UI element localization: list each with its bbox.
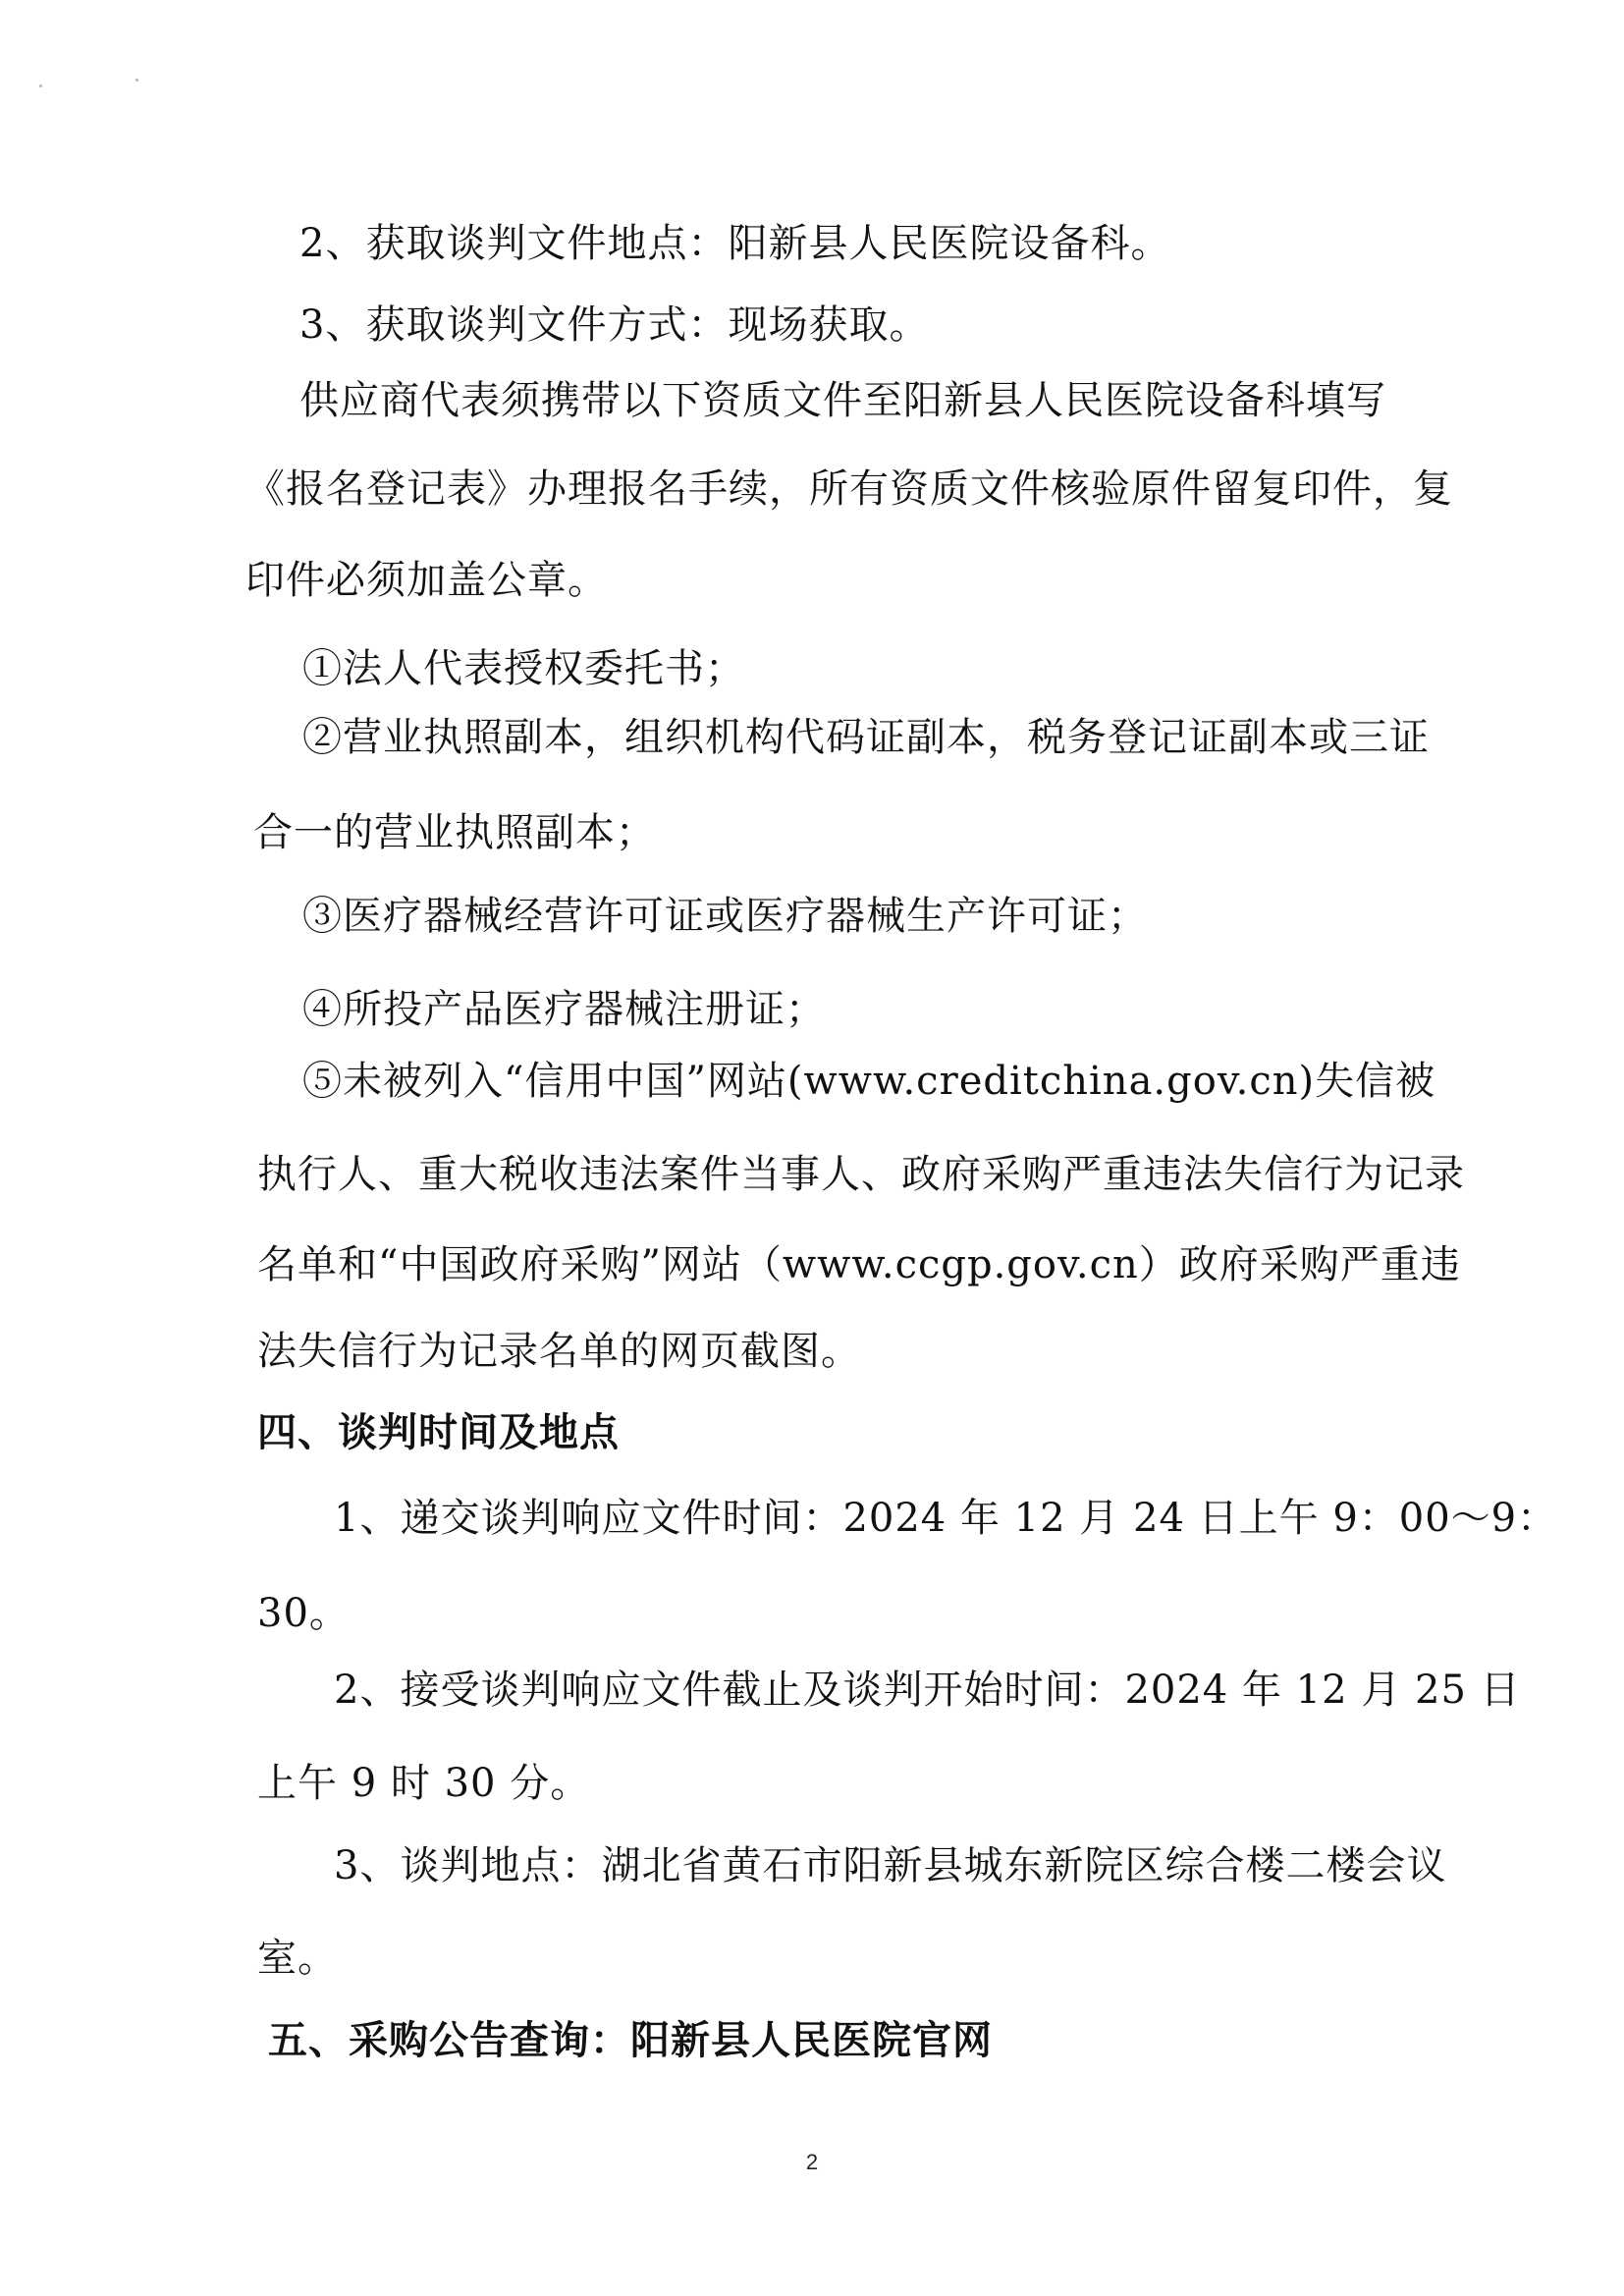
body-line: 2、接受谈判响应文件截止及谈判开始时间：2024 年 12 月 25 日 <box>334 1667 1521 1713</box>
body-line: 3、获取谈判文件方式：现场获取。 <box>299 302 930 348</box>
body-line: 1、递交谈判响应文件时间：2024 年 12 月 24 日上午 9：00～9： <box>334 1496 1558 1541</box>
body-line: 《报名登记表》办理报名手续，所有资质文件核验原件留复印件，复 <box>245 466 1453 512</box>
section-heading-4: 四、谈判时间及地点 <box>257 1410 620 1455</box>
body-line: 合一的营业执照副本； <box>253 810 656 855</box>
body-line: 供应商代表须携带以下资质文件至阳新县人民医院设备科填写 <box>299 378 1386 423</box>
list-item-3: ③医疗器械经营许可证或医疗器械生产许可证； <box>302 894 1148 939</box>
body-line: 法失信行为记录名单的网页截图。 <box>257 1329 861 1374</box>
list-item-4: ④所投产品医疗器械注册证； <box>302 987 826 1032</box>
list-item-2: ②营业执照副本，组织机构代码证副本，税务登记证副本或三证 <box>302 715 1430 760</box>
body-line: 印件必须加盖公章。 <box>245 558 608 603</box>
scan-speck <box>39 84 42 87</box>
scan-speck <box>135 79 138 82</box>
page-number: 2 <box>805 2150 819 2174</box>
body-line: 2、获取谈判文件地点：阳新县人民医院设备科。 <box>299 221 1171 266</box>
section-heading-5: 五、采购公告查询：阳新县人民医院官网 <box>268 2018 993 2063</box>
body-line: 30。 <box>257 1591 350 1636</box>
list-item-5: ⑤未被列入“信用中国”网站(www.creditchina.gov.cn)失信被 <box>302 1059 1436 1104</box>
body-line: 3、谈判地点：湖北省黄石市阳新县城东新院区综合楼二楼会议 <box>334 1843 1447 1888</box>
list-item-1: ①法人代表授权委托书； <box>302 646 745 691</box>
body-line: 名单和“中国政府采购”网站（www.ccgp.gov.cn）政府采购严重违 <box>257 1242 1461 1287</box>
body-line: 上午 9 时 30 分。 <box>257 1761 591 1806</box>
body-line: 执行人、重大税收违法案件当事人、政府采购严重违法失信行为记录 <box>257 1152 1465 1197</box>
body-line: 室。 <box>257 1936 338 1981</box>
